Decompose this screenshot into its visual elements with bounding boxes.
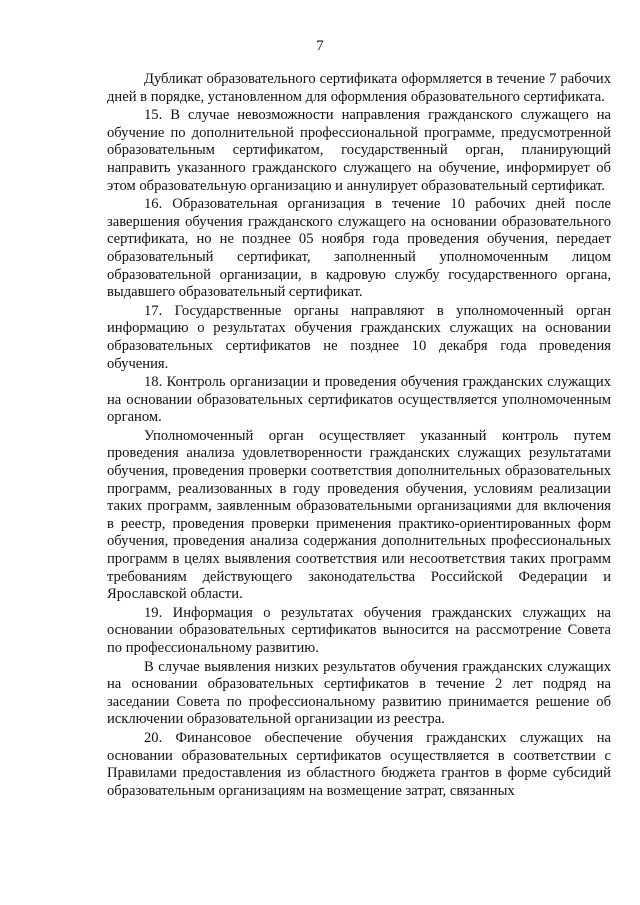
document-body (107, 71, 611, 801)
paragraph-item-17: 17. Государственные органы направляют в уполномоченный орган информацию о результатах обучения гражданских служащих на основании образовательных сертификатов не позднее 10 декабря года проведения обучения. (107, 302, 611, 372)
paragraph-item-19: 19. Информация о результатах обучения гражданских служащих на основании образовательных сертификатов выносится на рассмотрение Совета по профессиональному развитию. (107, 604, 611, 656)
paragraph-item-18: 18. Контроль организации и проведения обучения гражданских служащих на основании образовательных сертификатов осуществляется уполномоченным органом. (107, 374, 611, 426)
paragraph-item-15: 15. В случае невозможности направления гражданского служащего на обучение по дополнительной профессиональной программе, предусмотренной образовательным сертификатом, государственный орган, планирующий направить указанного гражданского служащего на обучение, информирует об этом образовательную организацию и аннулирует образовательный сертификат. (107, 107, 611, 194)
paragraph-item-20: 20. Финансовое обеспечение обучения гражданских служащих на основании образовательных сертификатов осуществляется в соответствии с Правилами предоставления из областного бюджета грантов в форме субсидий образовательным организациям на возмещение затрат, связанных (107, 729, 611, 799)
paragraph-low-results: В случае выявления низких результатов обучения гражданских служащих на основании образовательных сертификатов в течение 2 лет подряд на заседании Совета по профессиональному развитию принимается решение об исключении образовательной организации из реестра. (107, 658, 611, 728)
page-number: 7 (316, 38, 324, 54)
paragraph-duplicate-certificate: Дубликат образовательного сертификата оформляется в течение 7 рабочих дней в порядке, установленном для оформления образовательного сертификата. (107, 71, 611, 105)
paragraph-item-16: 16. Образовательная организация в течение 10 рабочих дней после завершения обучения гражданского служащего на основании образовательного сертификата, но не позднее 05 ноября года проведения обучения, передает образовательный сертификат, заполненный уполномоченным лицом образовательной организации, в кадровую службу государственного органа, выдавшего образовательный сертификат. (107, 196, 611, 301)
paragraph-control-procedure: Уполномоченный орган осуществляет указанный контроль путем проведения анализа удовлетворенности гражданских служащих результатами обучения, проведения проверки соответствия дополнительных образовательных программ, реализованных в году проведения обучения, условиям реализации таких программ, заявленным образовательными организациями для включения в реестр, проведения проверки применения практико-ориентированных форм обучения, проведения анализа содержания дополнительных профессиональных программ в целях выявления соответствия или несоответствия таких программ требованиям действующего законодательства Российской Федерации и Ярославской области. (107, 427, 611, 603)
